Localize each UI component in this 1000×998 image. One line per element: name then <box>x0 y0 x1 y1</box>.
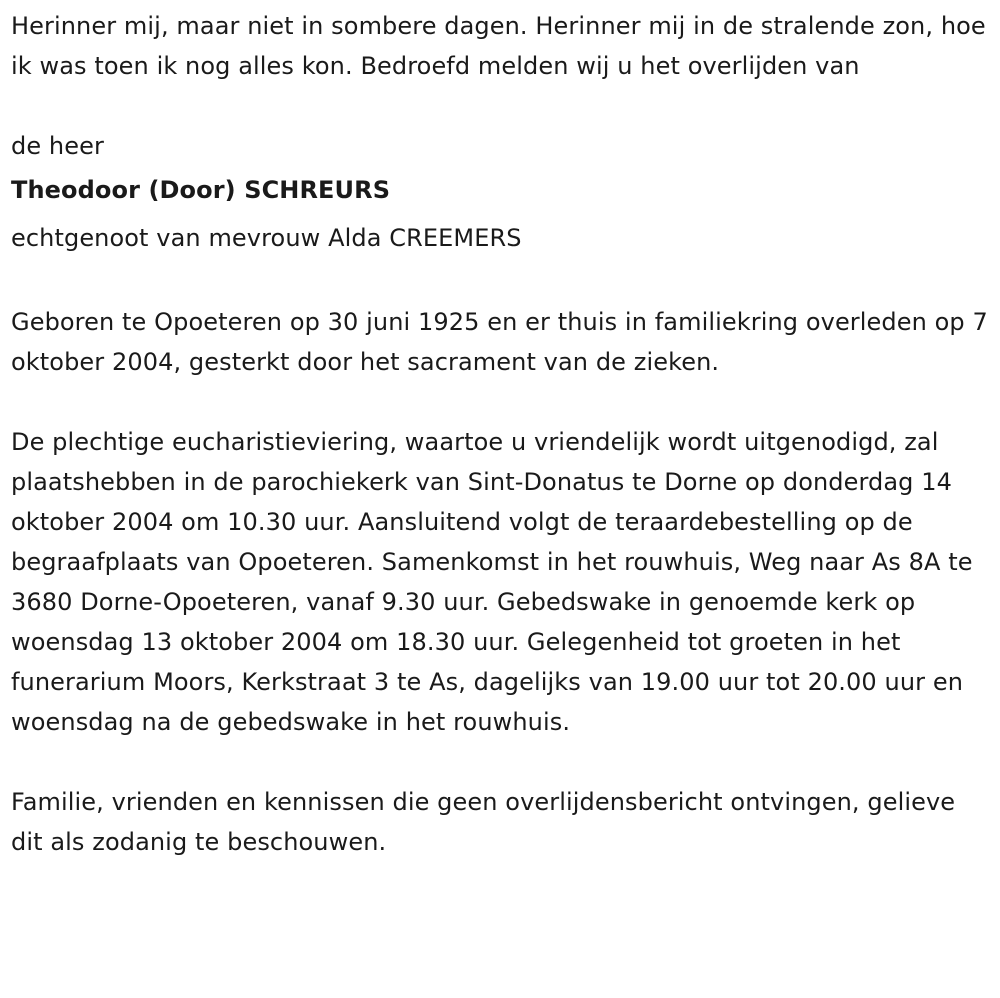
spouse-line: echtgenoot van mevrouw Alda CREEMERS <box>11 224 522 252</box>
honorific: de heer <box>11 132 104 160</box>
closing-paragraph: Familie, vrienden en kennissen die geen overlijdensbericht ontvingen, gelieve dit als zodanig te beschouwen. <box>11 788 956 856</box>
deceased-name: Theodoor (Door) SCHREURS <box>11 176 391 204</box>
spacer <box>11 742 993 782</box>
intro-verse: Herinner mij, maar niet in sombere dagen. Herinner mij in de stralende zon, hoe ik was toen ik nog alles kon. Bedroefd melden wij u het overlijden van <box>11 12 986 80</box>
spacer <box>11 382 993 422</box>
spacer <box>11 86 993 126</box>
spacer <box>11 262 993 302</box>
ceremony-paragraph: De plechtige eucharistieviering, waartoe u vriendelijk wordt uitgenodigd, zal plaatshebben in de parochiekerk van Sint-Donatus te Dorne op donderdag 14 oktober 2004 om 10.30 uur. Aansluitend volgt de teraardebestelling op de begraafplaats van Opoeteren. Samenkomst in het rouwhuis, Weg naar As 8A te 3680 Dorne-Opoeteren, vanaf 9.30 uur. Gebedswake in genoemde kerk op woensdag 13 oktober 2004 om 18.30 uur. Gelegenheid tot groeten in het funerarium Moors, Kerkstraat 3 te As, dagelijks van 19.00 uur tot 20.00 uur en woensdag na de gebedswake in het rouwhuis. <box>11 428 973 736</box>
obituary-notice <box>11 6 993 862</box>
birth-death-paragraph: Geboren te Opoeteren op 30 juni 1925 en er thuis in familiekring overleden op 7 oktober 2004, gesterkt door het sacrament van de zieken. <box>11 308 988 376</box>
